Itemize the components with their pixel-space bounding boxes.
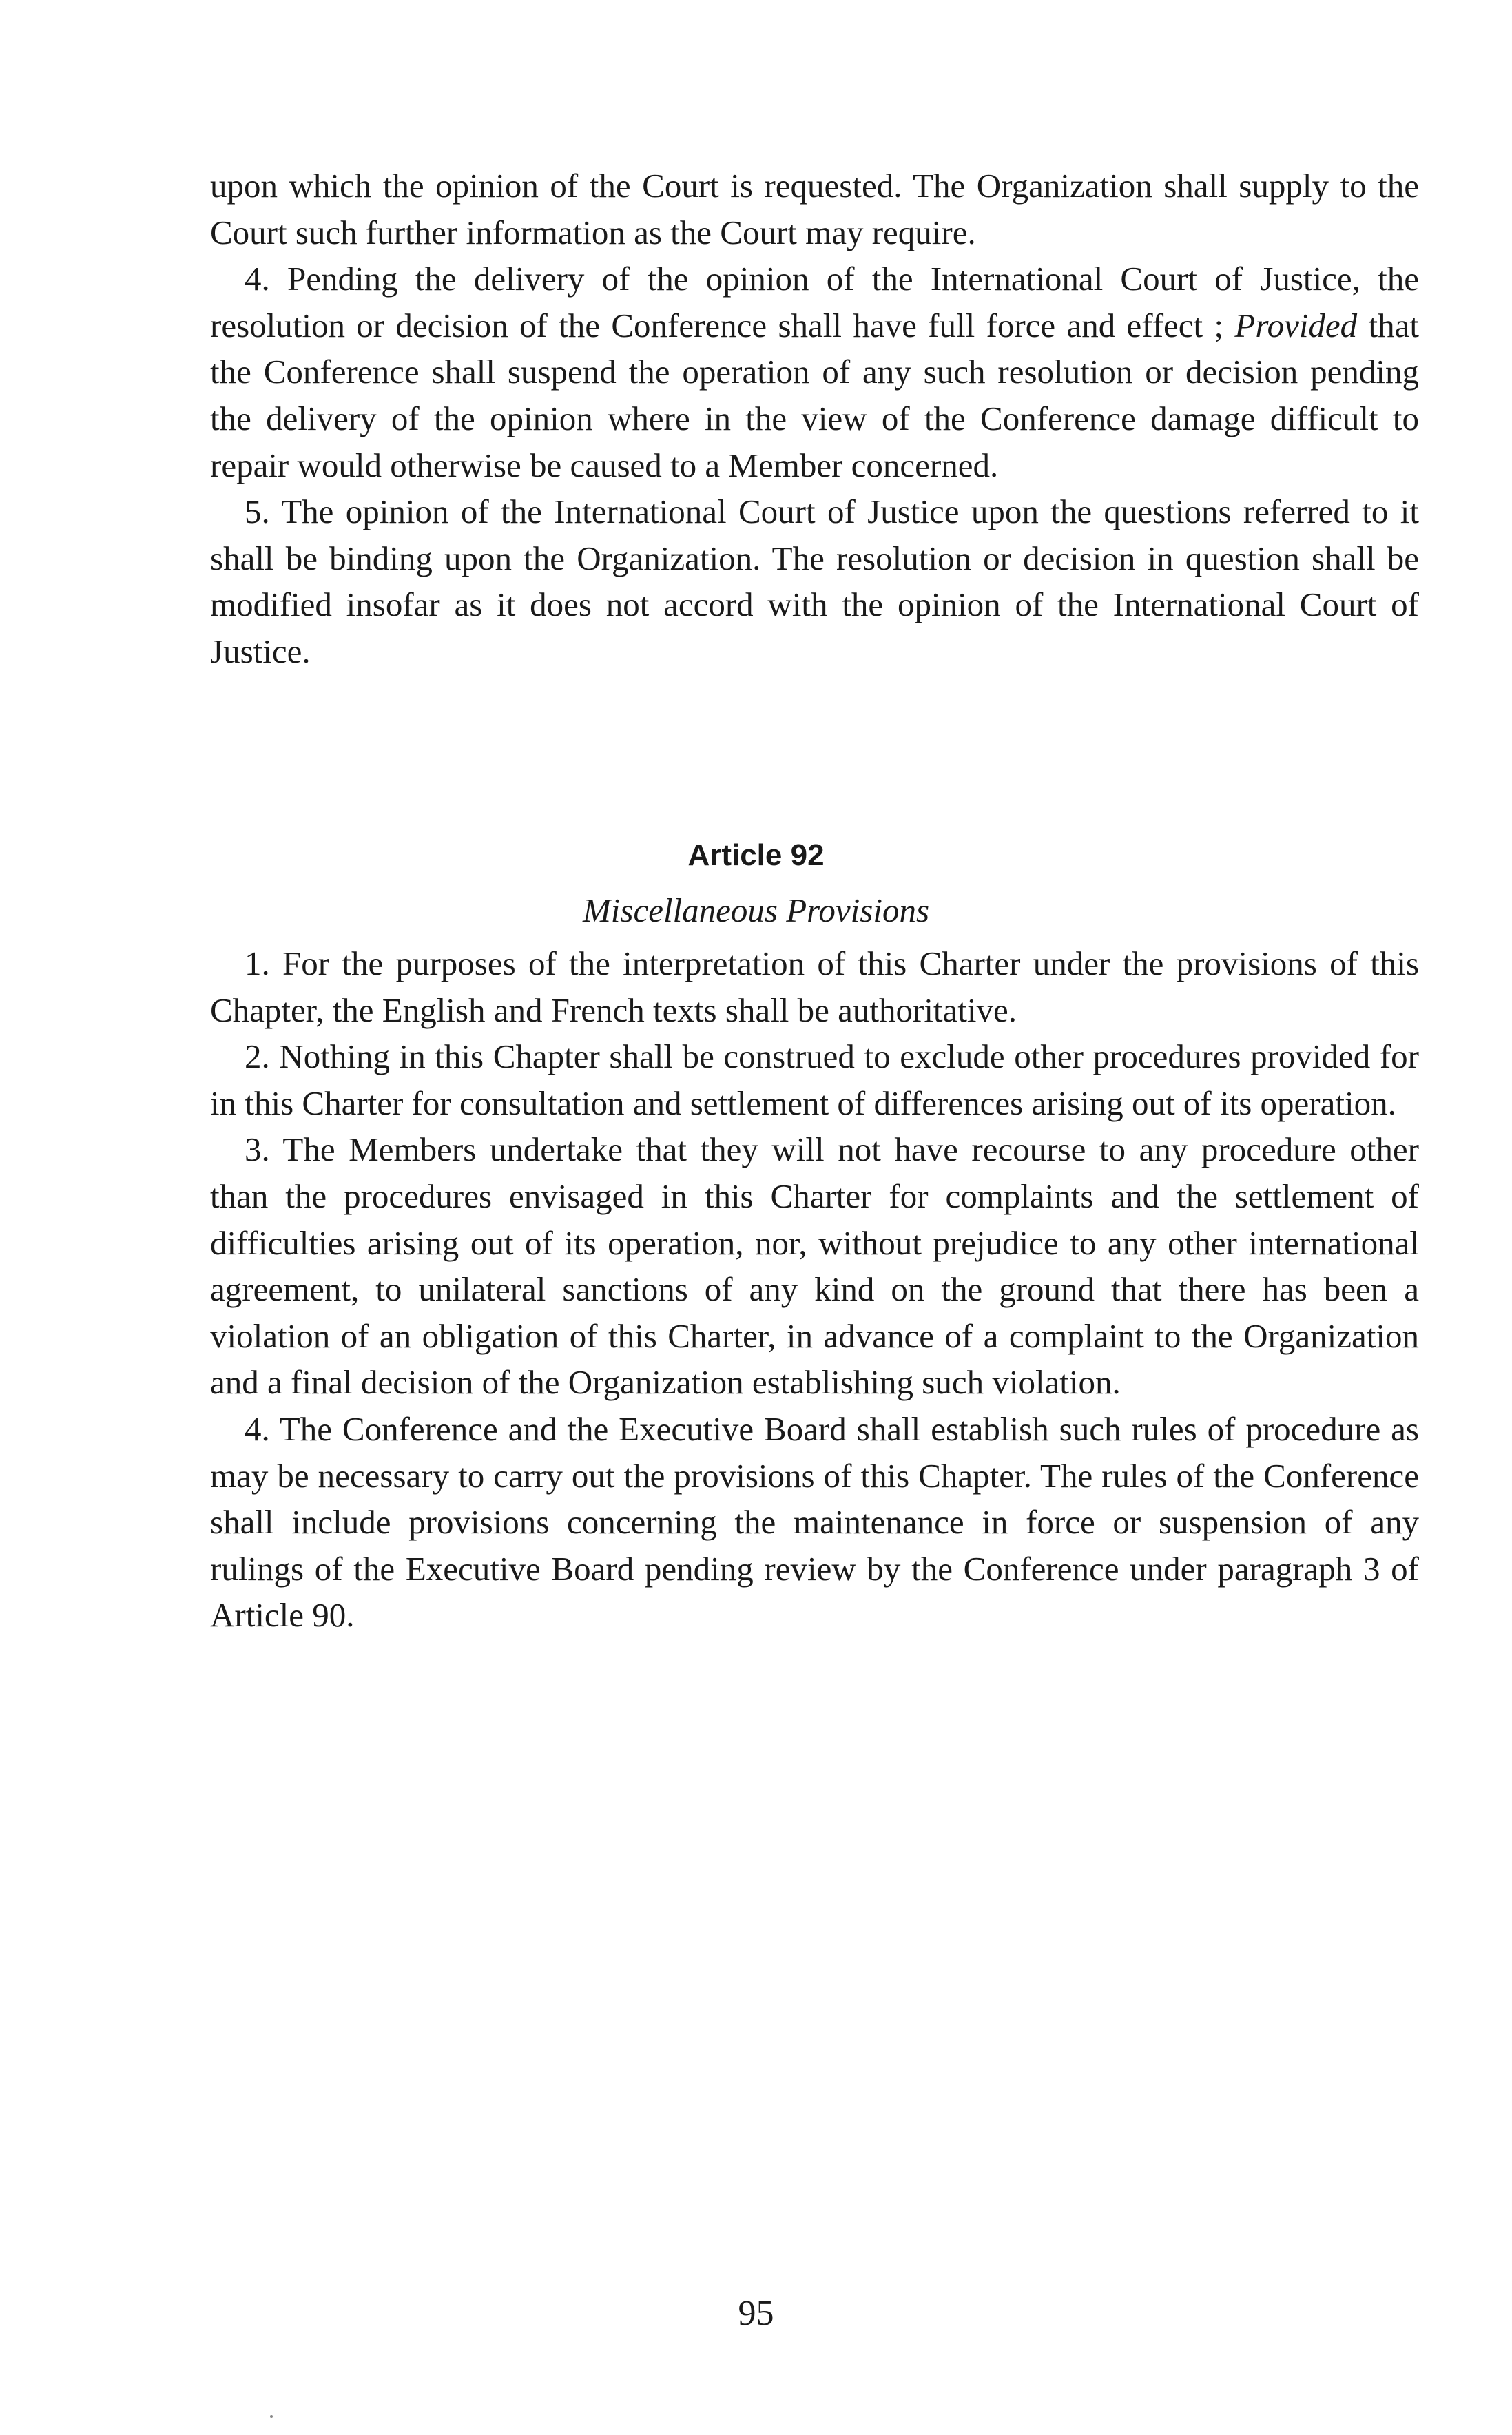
paragraph-4-text-end: that the Conference shall suspend the operation of any such resolution or decision pending the delivery of the opinion where in the view of the Conference damage difficult to repair would otherwise be caused to a Member concerned. [210, 306, 1419, 484]
provided-italic: Provided [1234, 306, 1358, 344]
article-paragraph-4: 4. The Conference and the Executive Board shall establish such rules of procedure as may be necessary to carry out the provisions of this Chapter. The rules of the Conference shall include provisions concerning the maintenance in force or suspension of any rulings of the Executive Board pending review by the Conference under paragraph 3 of Article 90. [210, 1409, 1419, 1635]
article-paragraph-3: 3. The Members undertake that they will not have recourse to any procedure other than the procedures envisaged in this Charter for complaints and the settlement of difficulties arising out of its operation, nor, without prejudice to any other international agreement, to unilateral sanctions of any kind on the ground that there has been a violation of an obligation of this Charter, in advance of a complaint to the Organization and a final decision of the Organization establishing such violation. [210, 1130, 1419, 1402]
article-text-block [210, 940, 1419, 1639]
top-text-block [210, 163, 1419, 675]
article-paragraph-2: 2. Nothing in this Chapter shall be construed to exclude other procedures provided for in this Charter for consultation and settlement of differences arising out of its operation. [210, 1037, 1419, 1122]
article-heading: Article 92 [687, 838, 825, 872]
article-subheading: Miscellaneous Provisions [582, 891, 930, 929]
article-paragraph-1: 1. For the purposes of the interpretation of this Charter under the provisions of this Chapter, the English and French texts shall be authoritative. [210, 944, 1419, 1029]
paragraph-4-text-start: 4. Pending the delivery of the opinion of the International Court of Justice, the resolution or decision of the Conference shall have full force and effect ; [210, 260, 1419, 344]
paragraph-4 [210, 256, 1419, 488]
page-number: 95 [738, 2294, 774, 2333]
continued-paragraph: upon which the opinion of the Court is requested. The Organization shall supply to the Court such further information as the Court may require. [210, 167, 1419, 251]
scan-speck [270, 2415, 273, 2418]
paragraph-5: 5. The opinion of the International Court of Justice upon the questions referred to it shall be binding upon the Organization. The resolution or decision in question shall be modified insofar as it does not accord with the opinion of the International Court of Justice. [210, 493, 1419, 670]
